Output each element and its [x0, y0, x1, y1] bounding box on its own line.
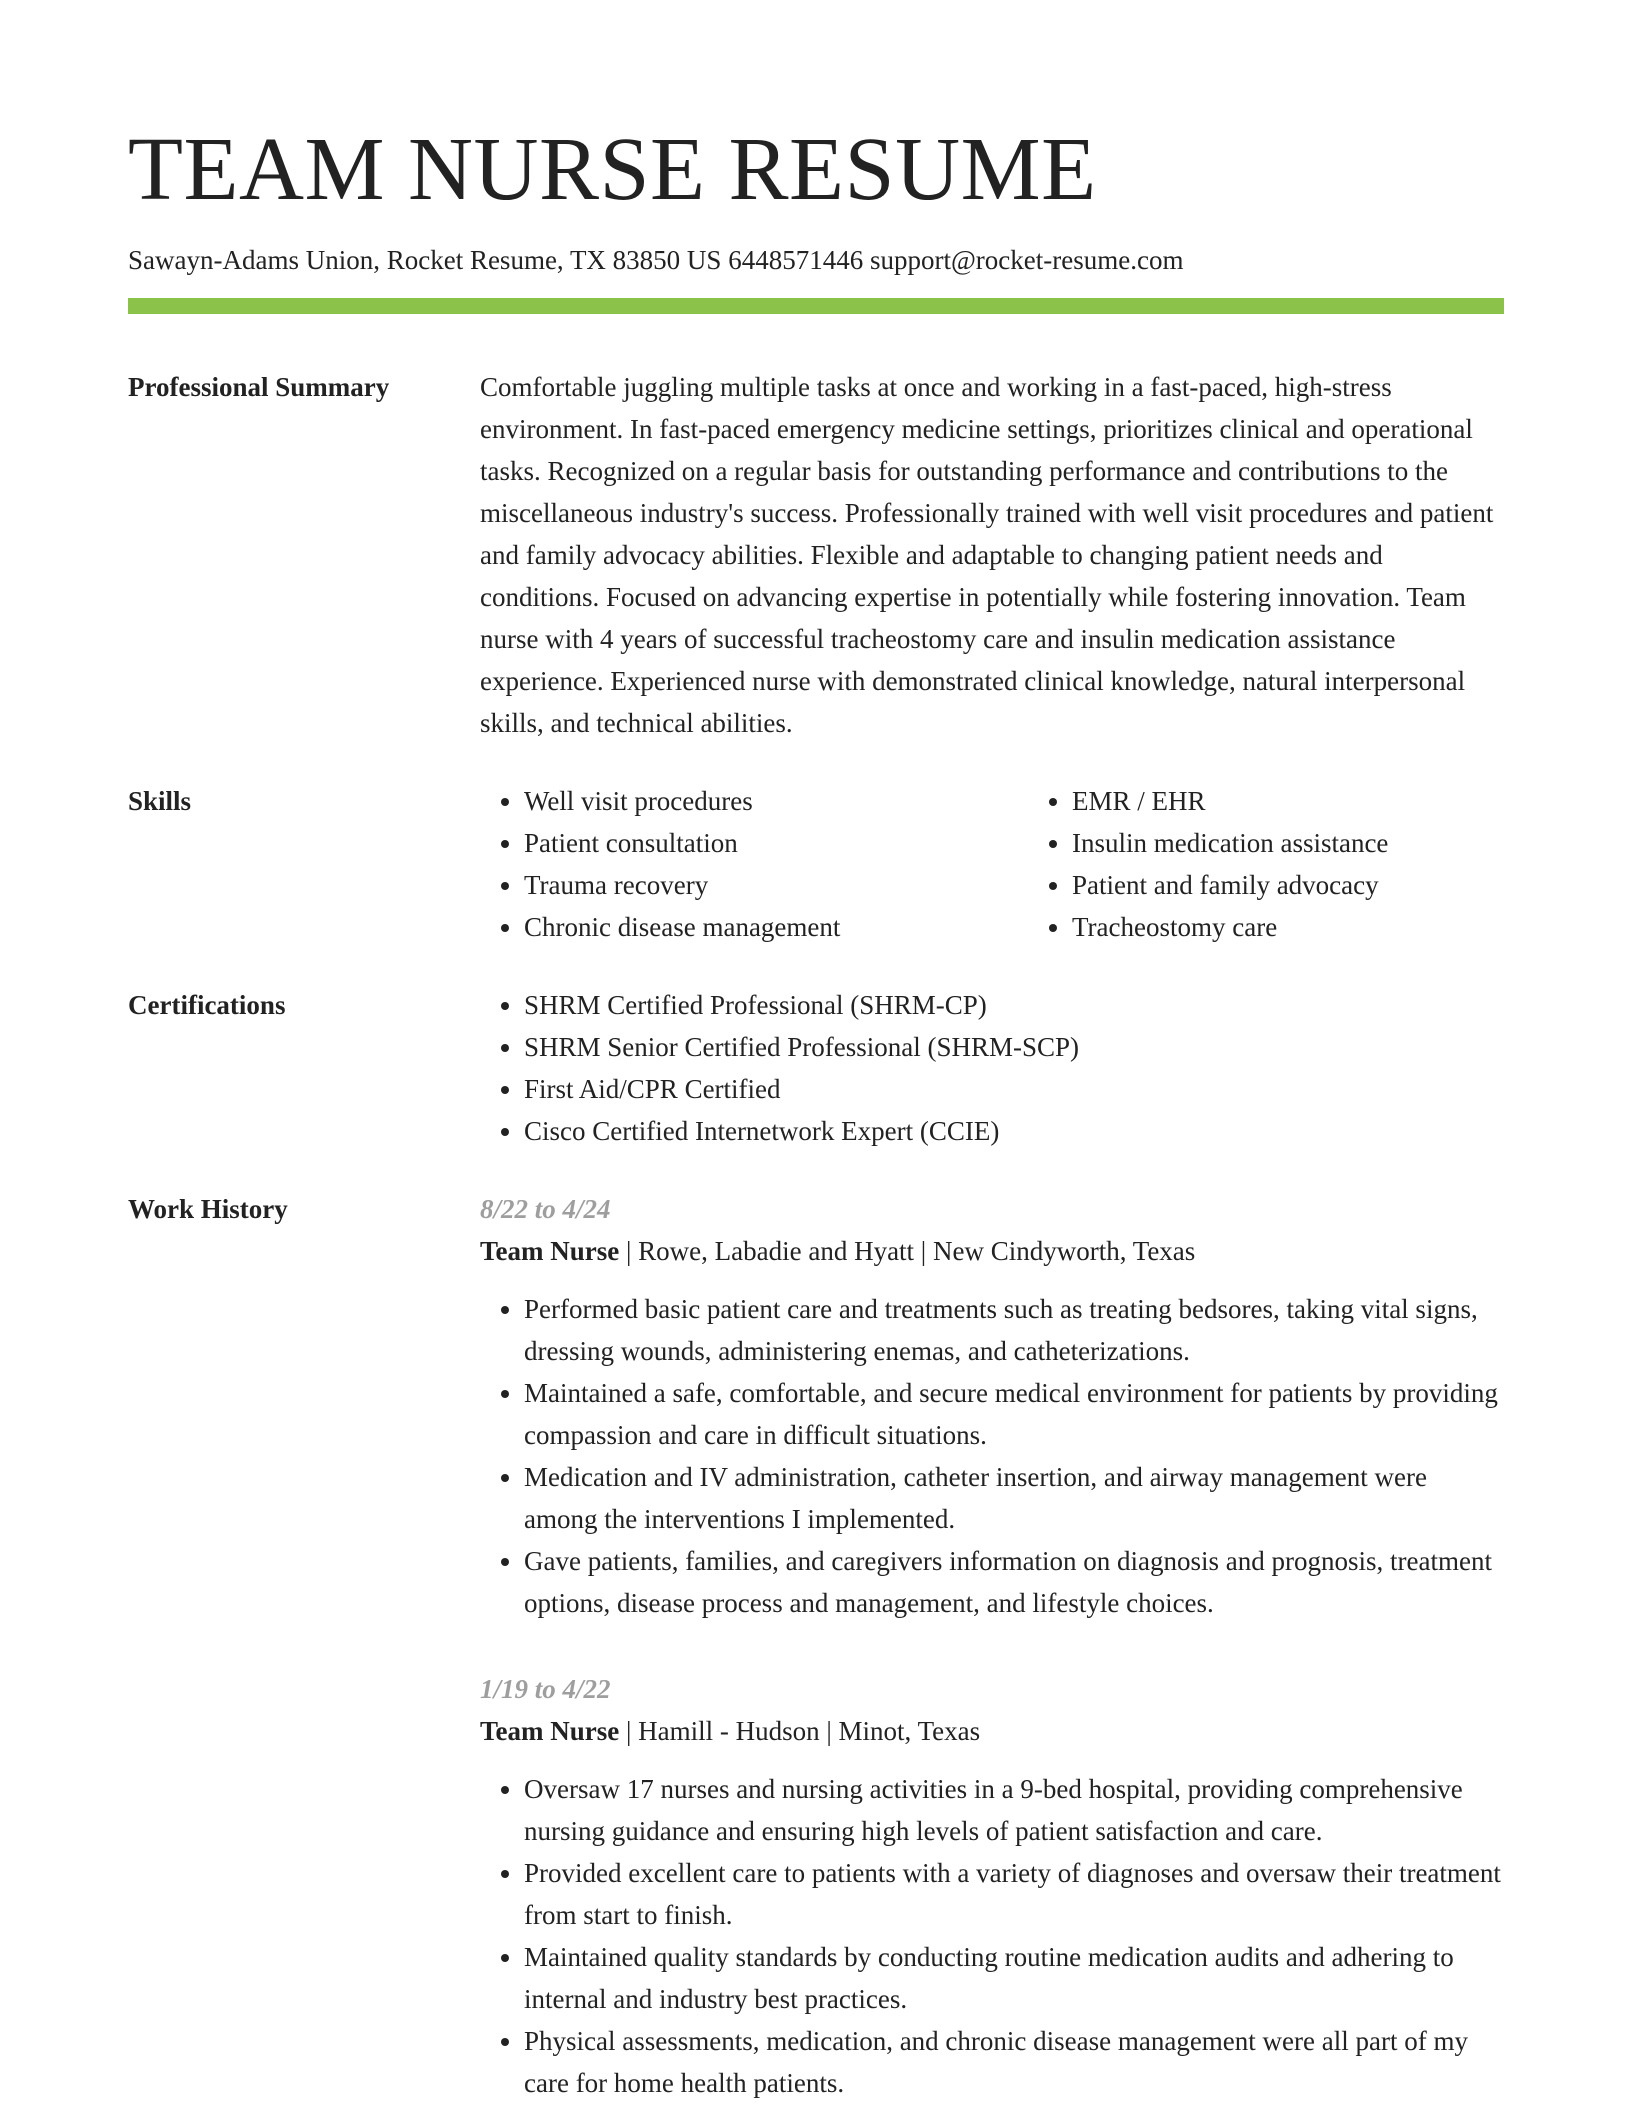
section-title-skills: Skills: [128, 786, 192, 816]
job-title: Team Nurse: [480, 1716, 620, 1746]
contact-line: Sawayn-Adams Union, Rocket Resume, TX 83850 US 6448571446 support@rocket-resume.com: [128, 245, 1184, 275]
certification-item: • SHRM Certified Professional (SHRM-CP): [524, 984, 1504, 1026]
job-entry: [480, 1668, 1504, 2104]
job-details: | Rowe, Labadie and Hyatt | New Cindyworth, Texas: [619, 1236, 1196, 1266]
job-dates: 8/22 to 4/24: [480, 1194, 611, 1224]
skill-item: • Insulin medication assistance: [1072, 822, 1576, 864]
professional-summary-section: [128, 366, 1504, 744]
job-bullets: [480, 1768, 1504, 2104]
resume-page: [128, 120, 1504, 2104]
skill-item: • Patient consultation: [524, 822, 1028, 864]
skill-item: • Patient and family advocacy: [1072, 864, 1576, 906]
certification-item: • First Aid/CPR Certified: [524, 1068, 1504, 1110]
certifications-list: [480, 984, 1504, 1152]
skills-list-left: [480, 780, 1028, 948]
job-bullet: • Medication and IV administration, catheter insertion, and airway management were among the interventions I implemented.: [524, 1456, 1504, 1540]
skill-item: • Chronic disease management: [524, 906, 1028, 948]
certifications-section: [128, 984, 1504, 1152]
job-details: | Hamill - Hudson | Minot, Texas: [619, 1716, 981, 1746]
skill-item: • Trauma recovery: [524, 864, 1028, 906]
job-bullet: • Performed basic patient care and treatments such as treating bedsores, taking vital signs, dressing wounds, administering enemas, and catheterizations.: [524, 1288, 1504, 1372]
job-bullet: • Maintained a safe, comfortable, and secure medical environment for patients by providing compassion and care in difficult situations.: [524, 1372, 1504, 1456]
section-title-work-history: Work History: [128, 1194, 288, 1224]
skill-item: • EMR / EHR: [1072, 780, 1576, 822]
job-entry: [480, 1188, 1504, 1624]
accent-divider: [128, 298, 1504, 314]
job-bullet: • Maintained quality standards by conducting routine medication audits and adhering to internal and industry best practices.: [524, 1936, 1504, 2020]
skills-section: [128, 780, 1504, 948]
certification-item: • Cisco Certified Internetwork Expert (CCIE): [524, 1110, 1504, 1152]
job-heading: [480, 1710, 1504, 1752]
skill-item: • Tracheostomy care: [1072, 906, 1576, 948]
job-bullet: • Gave patients, families, and caregivers information on diagnosis and prognosis, treatment options, disease process and management, and lifestyle choices.: [524, 1540, 1504, 1624]
job-bullets: [480, 1288, 1504, 1624]
skills-list-right: [1028, 780, 1576, 948]
section-title-certifications: Certifications: [128, 990, 286, 1020]
work-history-section: [128, 1188, 1504, 2104]
job-bullet: • Oversaw 17 nurses and nursing activities in a 9-bed hospital, providing comprehensive nursing guidance and ensuring high levels of patient satisfaction and care.: [524, 1768, 1504, 1852]
section-title-summary: Professional Summary: [128, 372, 390, 402]
job-title: Team Nurse: [480, 1236, 620, 1266]
job-bullet: • Physical assessments, medication, and chronic disease management were all part of my care for home health patients.: [524, 2020, 1504, 2104]
job-bullet: • Provided excellent care to patients with a variety of diagnoses and oversaw their treatment from start to finish.: [524, 1852, 1504, 1936]
skill-item: • Well visit procedures: [524, 780, 1028, 822]
job-heading: [480, 1230, 1504, 1272]
resume-title: TEAM NURSE RESUME: [128, 120, 1097, 219]
certification-item: • SHRM Senior Certified Professional (SHRM-SCP): [524, 1026, 1504, 1068]
job-dates: 1/19 to 4/22: [480, 1674, 611, 1704]
summary-text: Comfortable juggling multiple tasks at once and working in a fast-paced, high-stress environment. In fast-paced emergency medicine settings, prioritizes clinical and operational tasks. Recognized on a regular basis for outstanding performance and contributions to the miscellaneous industry's success. Professionally trained with well visit procedures and patient and family advocacy abilities. Flexible and adaptable to changing patient needs and conditions. Focused on advancing expertise in potentially while fostering innovation. Team nurse with 4 years of successful tracheostomy care and insulin medication assistance experience. Experienced nurse with demonstrated clinical knowledge, natural interpersonal skills, and technical abilities.: [480, 372, 1494, 738]
